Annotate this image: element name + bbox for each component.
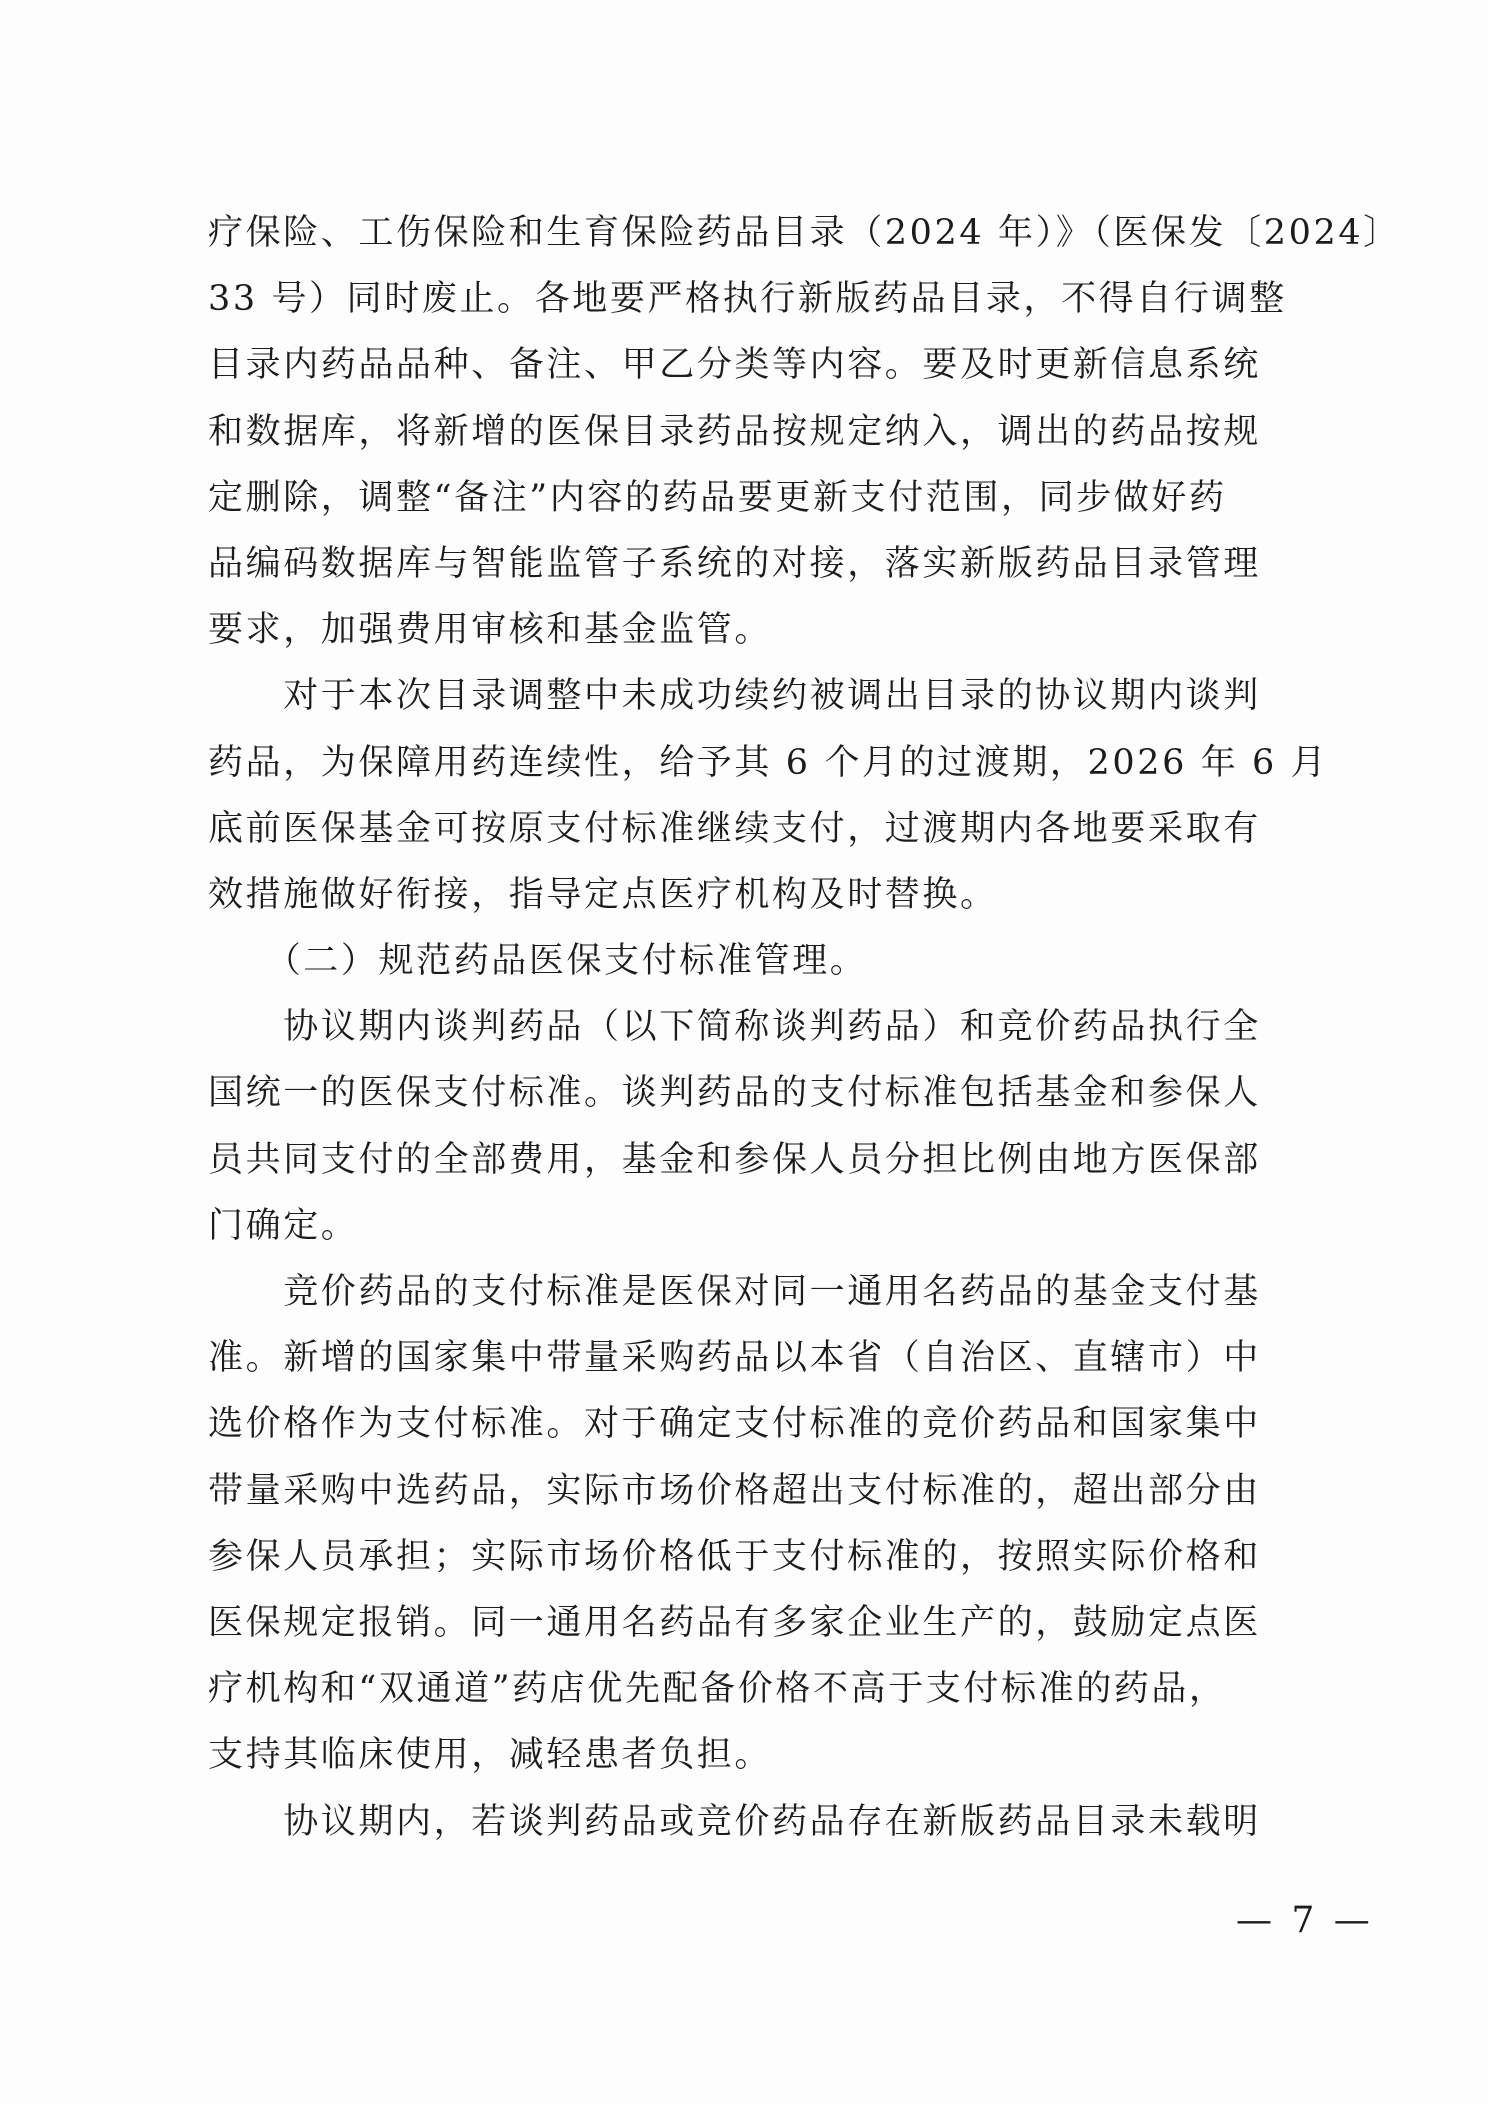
text-line: 参保人员承担；实际市场价格低于支付标准的，按照实际价格和 bbox=[208, 1536, 1261, 1577]
text-line: 协议期内谈判药品（以下简称谈判药品）和竞价药品执行全 bbox=[208, 1007, 1261, 1048]
text-line: 国统一的医保支付标准。谈判药品的支付标准包括基金和参保人 bbox=[208, 1073, 1261, 1114]
text-line: 效措施做好衔接，指导定点医疗机构及时替换。 bbox=[208, 874, 998, 915]
text-line: 选价格作为支付标准。对于确定支付标准的竞价药品和国家集中 bbox=[208, 1404, 1261, 1445]
section-heading: （二）规范药品医保支付标准管理。 bbox=[208, 941, 868, 982]
body-text bbox=[208, 200, 1401, 1855]
text-line: 疗机构和“双通道”药店优先配备价格不高于支付标准的药品， bbox=[208, 1669, 1227, 1710]
text-line: 门确定。 bbox=[208, 1205, 359, 1246]
text-line: 带量采购中选药品，实际市场价格超出支付标准的，超出部分由 bbox=[208, 1470, 1261, 1511]
page-number: — 7 — bbox=[1236, 1900, 1374, 1941]
text-line: 员共同支付的全部费用，基金和参保人员分担比例由地方医保部 bbox=[208, 1139, 1261, 1180]
text-line: 定删除，调整“备注”内容的药品要更新支付范围，同步做好药 bbox=[208, 477, 1227, 518]
text-line: 目录内药品品种、备注、甲乙分类等内容。要及时更新信息系统 bbox=[208, 345, 1261, 386]
text-line: 支持其临床使用，减轻患者负担。 bbox=[208, 1735, 773, 1776]
text-line: 竞价药品的支付标准是医保对同一通用名药品的基金支付基 bbox=[208, 1272, 1261, 1312]
text-line: 底前医保基金可按原支付标准继续支付，过渡期内各地要采取有 bbox=[208, 808, 1261, 849]
text-line: 药品，为保障用药连续性，给予其 6 个月的过渡期，2026 年 6 月 bbox=[208, 742, 1329, 783]
text-line: 33 号）同时废止。各地要严格执行新版药品目录，不得自行调整 bbox=[208, 279, 1287, 320]
text-line: 疗保险、工伤保险和生育保险药品目录（2024 年）》（医保发〔2024〕 bbox=[208, 213, 1401, 253]
text-line: 和数据库，将新增的医保目录药品按规定纳入，调出的药品按规 bbox=[208, 411, 1261, 452]
text-line: 品编码数据库与智能监管子系统的对接，落实新版药品目录管理 bbox=[208, 543, 1261, 584]
text-line: 协议期内，若谈判药品或竞价药品存在新版药品目录未载明 bbox=[208, 1801, 1261, 1842]
text-line: 对于本次目录调整中未成功续约被调出目录的协议期内谈判 bbox=[208, 676, 1261, 717]
text-line: 要求，加强费用审核和基金监管。 bbox=[208, 610, 773, 651]
text-line: 医保规定报销。同一通用名药品有多家企业生产的，鼓励定点医 bbox=[208, 1602, 1261, 1643]
text-line: 准。新增的国家集中带量采购药品以本省（自治区、直辖市）中 bbox=[208, 1338, 1261, 1379]
